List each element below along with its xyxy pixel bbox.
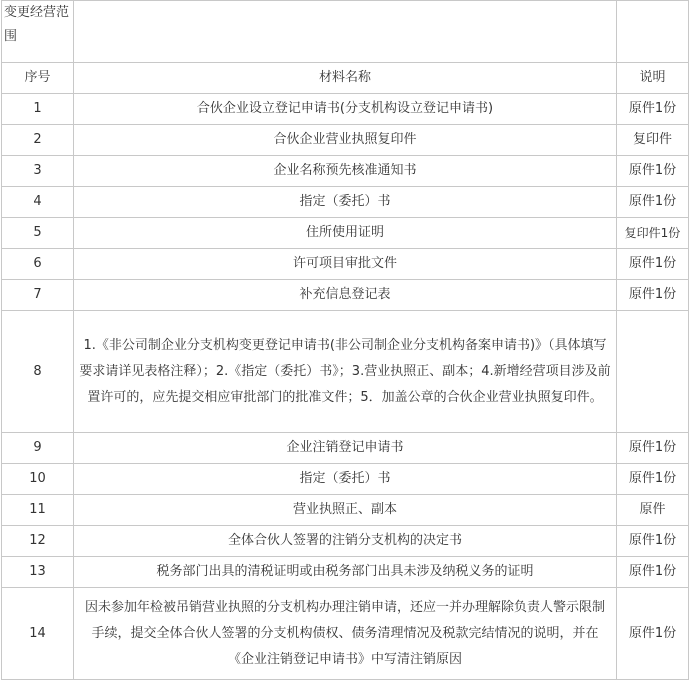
row-note: 原件1份 — [617, 464, 689, 495]
row-material: 全体合伙人签署的注销分支机构的决定书 — [74, 526, 617, 557]
table-row — [2, 557, 689, 588]
row-note: 原件 — [617, 495, 689, 526]
table-row — [2, 125, 689, 156]
row-material: 许可项目审批文件 — [74, 249, 617, 280]
row-note: 原件1份 — [617, 526, 689, 557]
row-material: 营业执照正、副本 — [74, 495, 617, 526]
row-index: 11 — [2, 495, 74, 526]
row-index: 2 — [2, 125, 74, 156]
table-row — [2, 464, 689, 495]
row-index: 12 — [2, 526, 74, 557]
table-row — [2, 187, 689, 218]
row-material: 因未参加年检被吊销营业执照的分支机构办理注销申请，还应一并办理解除负责人警示限制手续，提交全体合伙人签署的分支机构债权、债务清理情况及税款完结情况的说明，并在《企业注销登记申请书》中写清注销原因 — [74, 588, 617, 680]
row-material: 1.《非公司制企业分支机构变更登记申请书(非公司制企业分支机构备案申请书)》（具体填写要求请详见表格注释）；2.《指定（委托）书》；3.营业执照正、副本；4.新增经营项目涉及前置许可的，应先提交相应审批部门的批准文件；5．加盖公章的合伙企业营业执照复印件。 — [74, 311, 617, 433]
header-row — [2, 63, 689, 94]
row-material: 企业注销登记申请书 — [74, 433, 617, 464]
row-note: 复印件 — [617, 125, 689, 156]
table-row — [2, 311, 689, 433]
top-blank-cell — [74, 1, 617, 63]
row-note: 原件1份 — [617, 94, 689, 125]
materials-table — [1, 0, 689, 680]
table-row — [2, 94, 689, 125]
row-index: 13 — [2, 557, 74, 588]
table-row — [2, 526, 689, 557]
row-note: 原件1份 — [617, 557, 689, 588]
table-row — [2, 433, 689, 464]
row-note: 原件1份 — [617, 280, 689, 311]
row-material: 合伙企业营业执照复印件 — [74, 125, 617, 156]
row-index: 8 — [2, 311, 74, 433]
row-material: 合伙企业设立登记申请书(分支机构设立登记申请书) — [74, 94, 617, 125]
row-note: 原件1份 — [617, 156, 689, 187]
table-row — [2, 280, 689, 311]
row-note — [617, 311, 689, 433]
row-index: 4 — [2, 187, 74, 218]
row-index: 3 — [2, 156, 74, 187]
table-row — [2, 218, 689, 249]
header-material: 材料名称 — [74, 63, 617, 94]
table-row — [2, 588, 689, 680]
row-index: 5 — [2, 218, 74, 249]
row-material: 补充信息登记表 — [74, 280, 617, 311]
row-material: 税务部门出具的清税证明或由税务部门出具未涉及纳税义务的证明 — [74, 557, 617, 588]
row-index: 6 — [2, 249, 74, 280]
row-index: 9 — [2, 433, 74, 464]
header-note: 说明 — [617, 63, 689, 94]
row-index: 7 — [2, 280, 74, 311]
row-index: 10 — [2, 464, 74, 495]
row-material: 企业名称预先核准通知书 — [74, 156, 617, 187]
row-index: 1 — [2, 94, 74, 125]
row-material: 住所使用证明 — [74, 218, 617, 249]
table-row — [2, 156, 689, 187]
table-row — [2, 249, 689, 280]
row-material: 指定（委托）书 — [74, 187, 617, 218]
top-blank-note — [617, 1, 689, 63]
row-material: 指定（委托）书 — [74, 464, 617, 495]
top-row — [2, 1, 689, 63]
row-note: 原件1份 — [617, 588, 689, 680]
row-note: 原件1份 — [617, 187, 689, 218]
table-row — [2, 495, 689, 526]
row-note: 原件1份 — [617, 249, 689, 280]
row-note: 原件1份 — [617, 433, 689, 464]
header-index: 序号 — [2, 63, 74, 94]
row-index: 14 — [2, 588, 74, 680]
top-label: 变更经营范围 — [2, 1, 74, 63]
row-note: 复印件1份 — [617, 218, 689, 249]
